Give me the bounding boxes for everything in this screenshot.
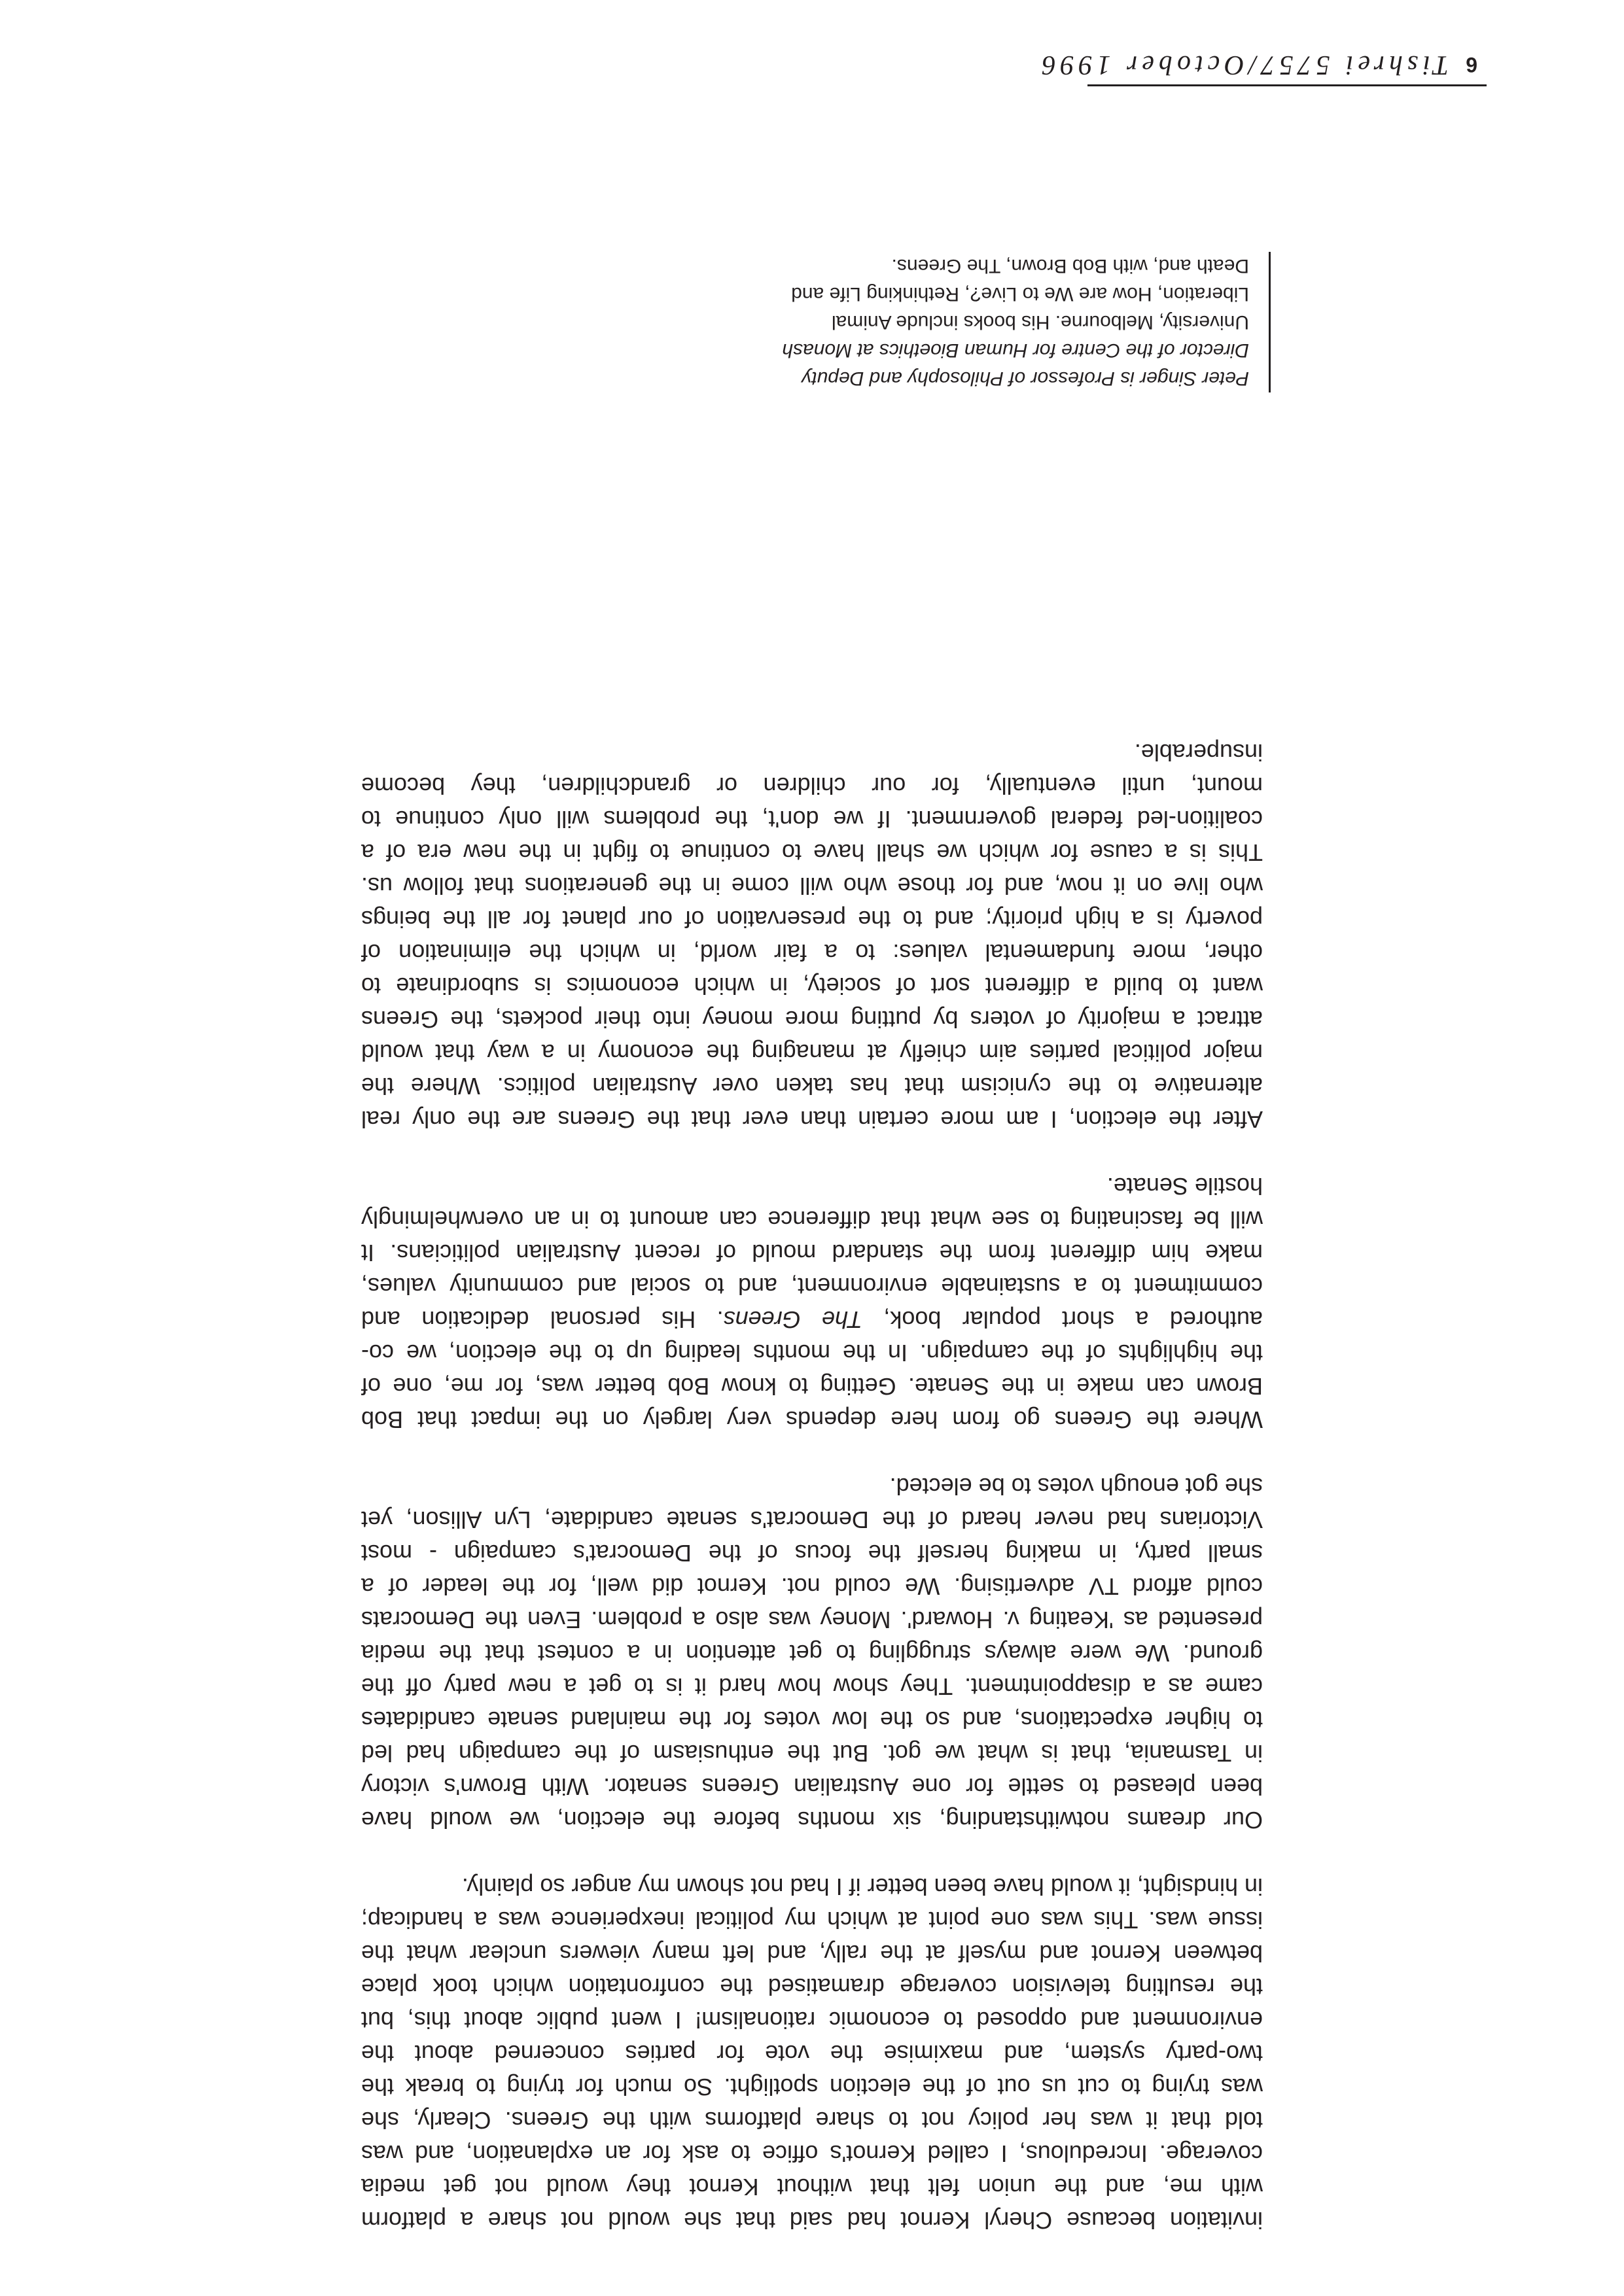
paragraph-line: was trying to cut us out of the election spotlight. So much for trying to break the (361, 2074, 1263, 2100)
paragraph-line: environment and opposed to economic rationalism! I went public about this, but (361, 2007, 1263, 2034)
paragraph-line: want to build a different sort of society, in which economics is subordinate to (361, 973, 1263, 1000)
paragraph-line: the highlights of the campaign. In the months leading up to the election, we co- (361, 1340, 1263, 1366)
paragraph-line: came as a disappointment. They show how hard it is to get a new party off the (361, 1673, 1263, 1700)
paragraph-line: two-party system, and maximise the vote for parties concerned about the (361, 2040, 1263, 2067)
paragraph-line: small party, in making herself the focus of the Democrat's campaign - most (361, 1540, 1263, 1567)
paragraph-line: Our dreams notwithstanding, six months before the election, we would have (361, 1807, 1263, 1834)
paragraph-line: make him different from the standard mould of recent Australian politicians. It (361, 1240, 1263, 1266)
page-number: 6 (1466, 53, 1477, 77)
paragraph-line: attract a majority of voters by putting more money into their pockets, the Greens (361, 1006, 1263, 1033)
paragraph-line: the resulting television coverage dramatised the confrontation which took place (361, 1974, 1263, 2000)
paragraph-line: issue was. This was one point at which my political inexperience was a handicap; (361, 1907, 1263, 1934)
paragraph-line: presented as 'Keating v. Howard'. Money was also a problem. Even the Democrats (361, 1607, 1263, 1633)
paragraph-line: hostile Senate. (1106, 1173, 1263, 1200)
paragraph-line: she got enough votes to be elected. (889, 1473, 1263, 1500)
paragraph-line: ground. We were always struggling to get attention in a contest that the media (361, 1640, 1263, 1667)
paragraph-line: coalition-led federal government. If we don't, the problems will only continue to (361, 806, 1263, 833)
bio-line: Director of the Centre for Human Bioethics at Monash (782, 339, 1249, 361)
paragraph-line: poverty is a high priority; and to the preservation of our planet for all the beings (361, 906, 1263, 933)
paragraph-line: in hindsight, it would have been better if I had not shown my anger so plainly. (461, 1873, 1263, 1900)
bio-line: Death and, with Bob Brown, The Greens. (891, 255, 1249, 277)
paragraph-line: other, more fundamental values: to a fair world, in which the elimination of (361, 939, 1263, 966)
paragraph (361, 736, 1263, 1136)
paragraph-line: insuperable. (1134, 739, 1263, 766)
paragraph-line: Where the Greens go from here depends very largely on the impact that Bob (361, 1406, 1263, 1433)
author-bio (621, 252, 1271, 392)
paragraph (361, 1470, 1263, 1837)
paragraph-line: This is a cause for which we shall have to continue to fight in the new era of a (361, 839, 1263, 866)
paragraph-line: coverage. Incredulous, I called Kernot's office to ask for an explanation, and was (361, 2140, 1263, 2167)
bio-line: Liberation, How are We to Live?, Rethinking Life and (791, 283, 1249, 305)
article-body (361, 703, 1263, 2237)
paragraph-line: authored a short popular book, The Greens. His personal dedication and (361, 1306, 1263, 1333)
page-header (1037, 39, 1487, 86)
paragraph (361, 1170, 1263, 1436)
paragraph-line: will be fascinating to see what that difference can amount to in an overwhelmingly (361, 1206, 1263, 1233)
paragraph-line: Victorians had never heard of the Democrat's senate candidate, Lyn Allison, yet (361, 1506, 1263, 1533)
paragraph-line: who live on it now, and for those who will come in the generations that follow us. (361, 873, 1263, 899)
issue-date: Tishrei 5757/October 1996 (1037, 50, 1449, 80)
paragraph-line: told that it was her policy not to share platforms with the Greens. Clearly, she (361, 2107, 1263, 2134)
paragraph-line: been pleased to settle for one Australian Greens senator. With Brown's victory (361, 1773, 1263, 1800)
paragraph-line: After the election, I am more certain than ever that the Greens are the only real (361, 1106, 1263, 1133)
paragraph-line: mount, until eventually, for our children or grandchildren, they become (361, 773, 1263, 799)
paragraph-line: could afford TV advertising. We could not. Kernot did well, for the leader of a (361, 1573, 1263, 1600)
paragraph-line: commitment to a sustainable environment, and to social and community values, (361, 1273, 1263, 1300)
paragraph-line: in Tasmania, that is what we got. But the enthusiasm of the campaign had led (361, 1740, 1263, 1767)
bio-line: University, Melbourne. His books include Animal (831, 311, 1249, 333)
paragraph-line: with me, and the union felt that without Kernot they would not get media (361, 2174, 1263, 2200)
paragraph (361, 1870, 1263, 2237)
paragraph-line: to higher expectations, and so the low votes for the mainland senate candidates (361, 1707, 1263, 1733)
book-title: The Greens (723, 1306, 863, 1333)
paragraph-line: major political parties aim chiefly at managing the economy in a way that would (361, 1039, 1263, 1066)
paragraph-line: Brown can make in the Senate. Getting to know Bob better was, for me, one of (361, 1373, 1263, 1400)
paragraph-line: between Kernot and myself at the rally, and left many viewers unclear what the (361, 1940, 1263, 1967)
paragraph-line: invitation because Cheryl Kernot had said that she would not share a platform (361, 2207, 1263, 2234)
paragraph-line: alternative to the cynicism that has taken over Australian politics. Where the (361, 1073, 1263, 1100)
bio-line: Peter Singer is Professor of Philosophy and Deputy (802, 368, 1249, 389)
